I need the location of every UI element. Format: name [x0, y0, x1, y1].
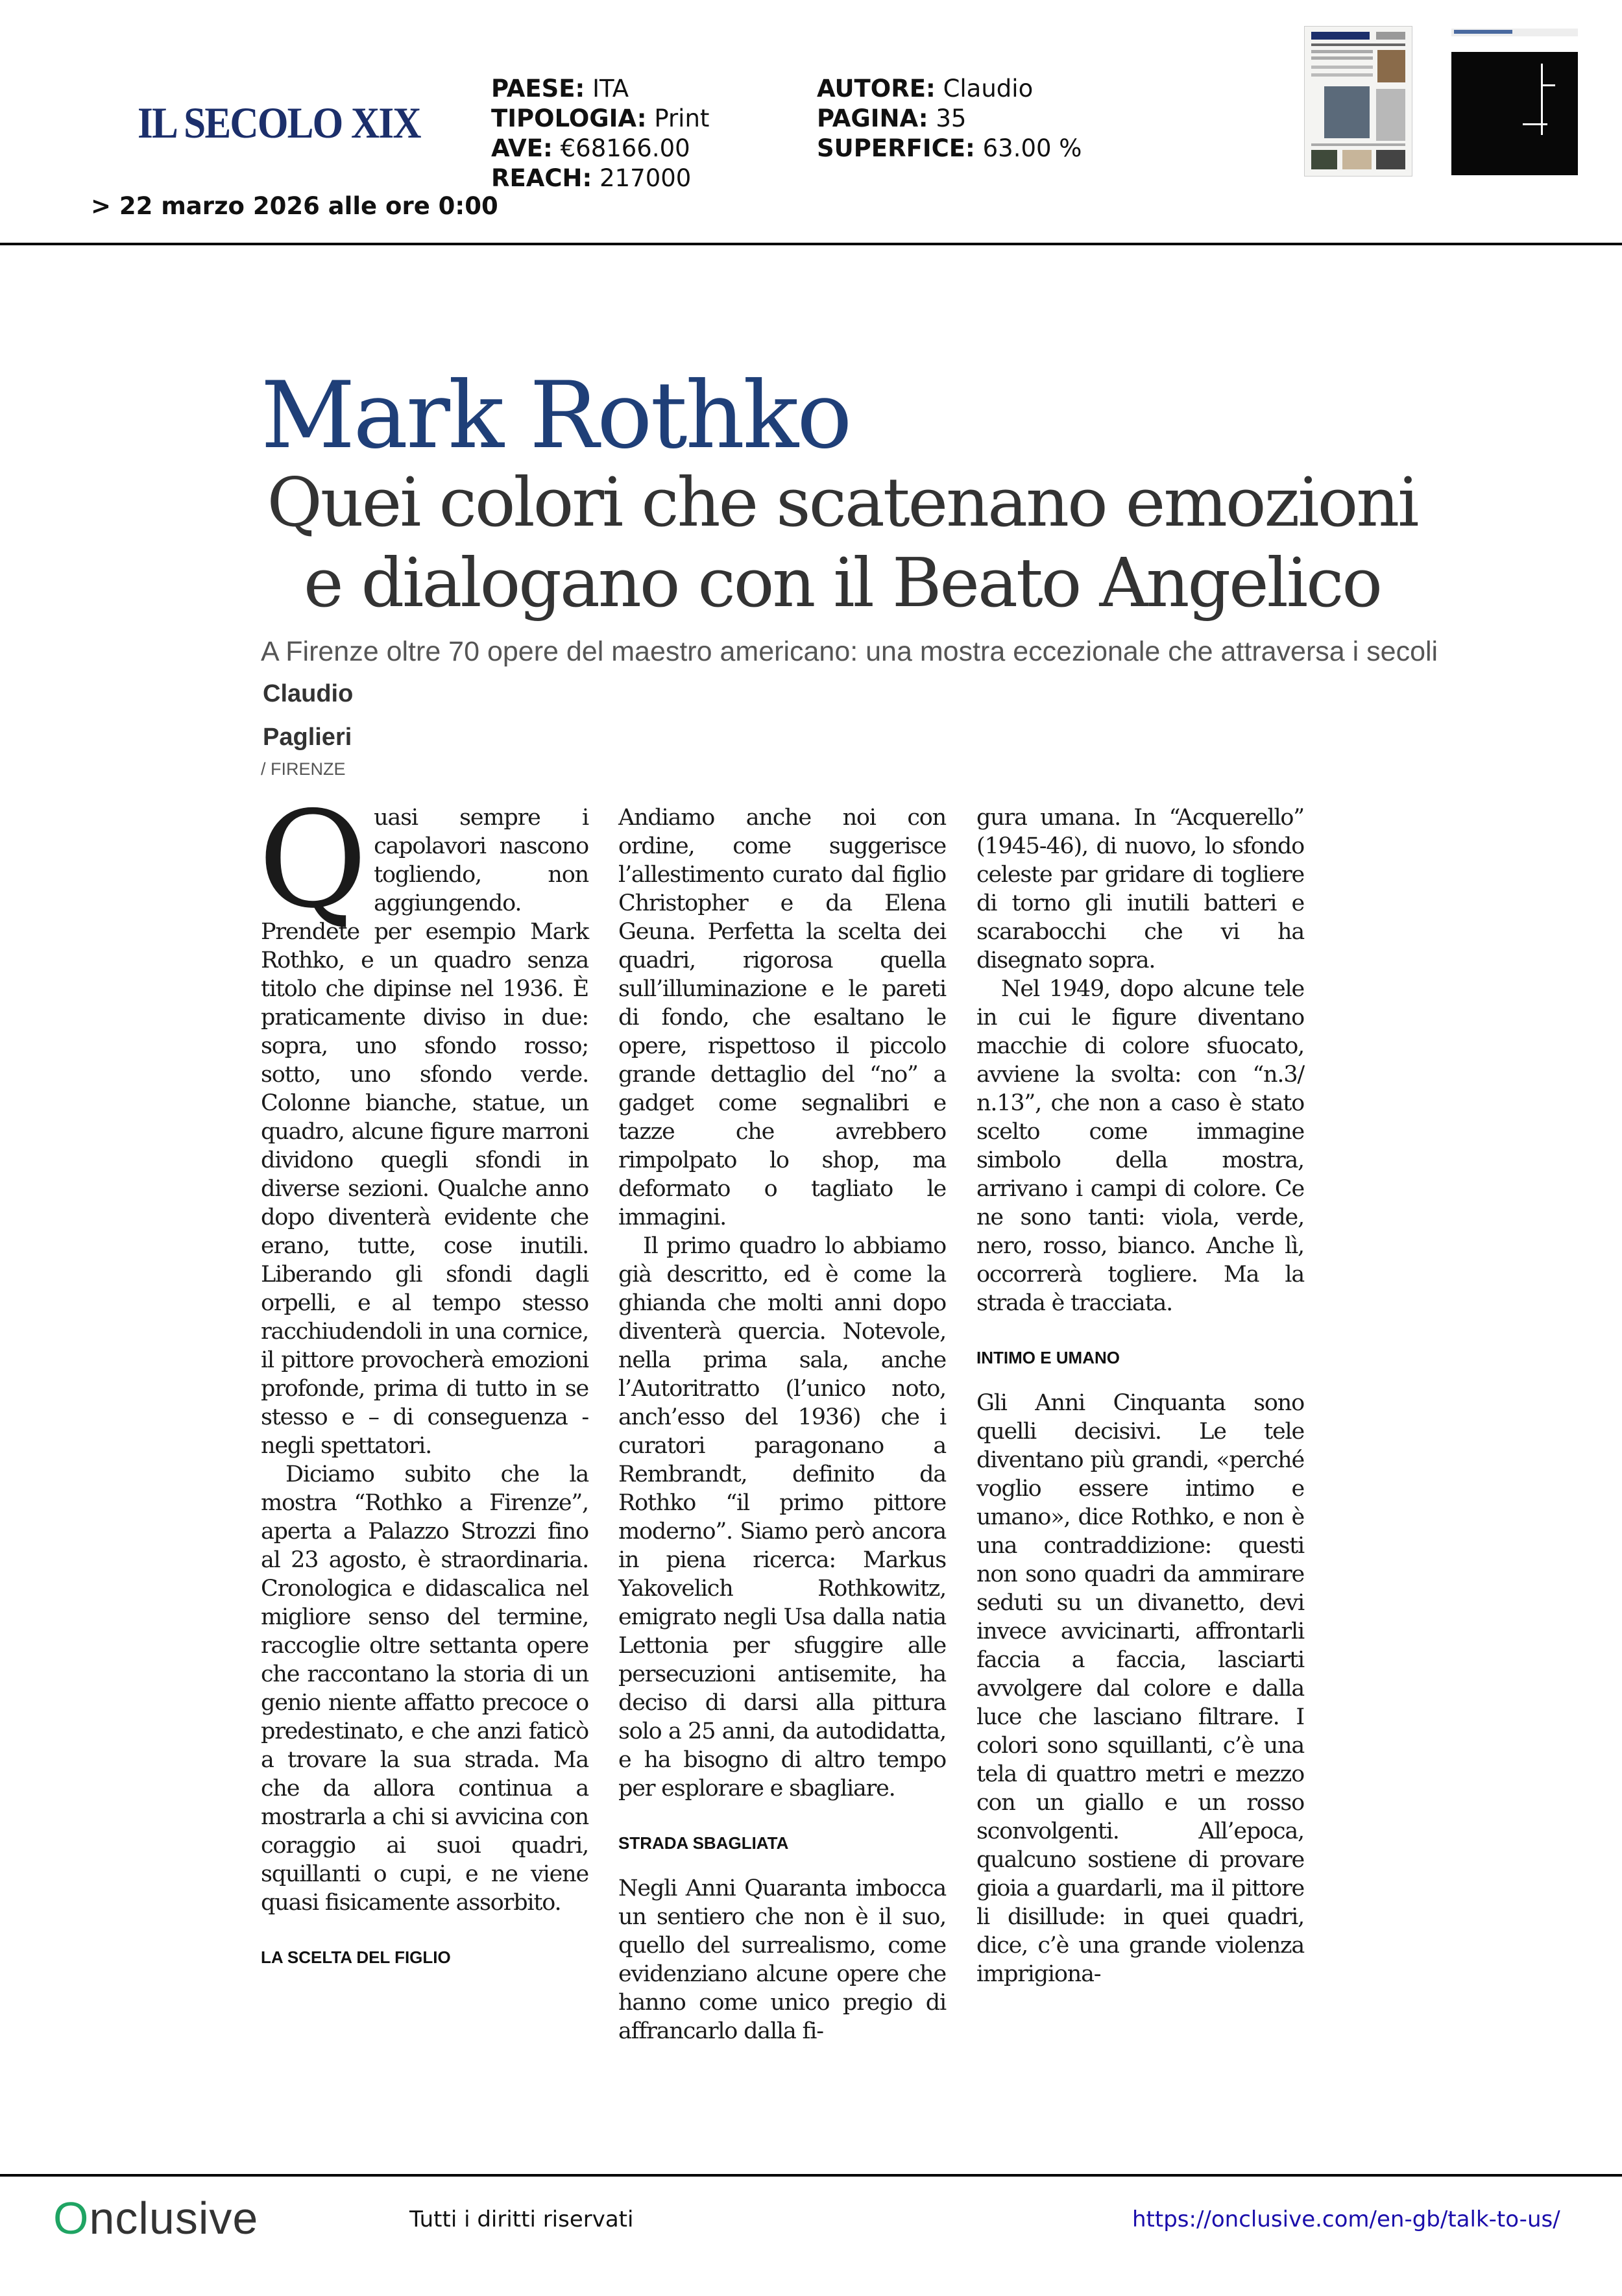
- meta-type: [491, 104, 709, 134]
- title-line-2: e dialogano con il Beato Angelico: [303, 543, 1381, 622]
- article-subtitle: A Firenze oltre 70 opere del maestro americano: una mostra eccezionale che attraversa i secoli: [261, 636, 1438, 667]
- author-last-name: Paglieri: [263, 724, 352, 751]
- meta-value: €68166.00: [560, 134, 690, 162]
- section-heading: STRADA SBAGLIATA: [618, 1833, 789, 1853]
- meta-label: TIPOLOGIA:: [491, 104, 647, 132]
- meta-value: 217000: [599, 164, 692, 192]
- page-thumbnail-icon: [1305, 27, 1412, 176]
- article-column-2: [618, 803, 946, 2044]
- paragraph: Il primo quadro lo abbiamo già descritto, ed è come la ghianda che molti anni dopo diventerà quercia. Notevole, nella prima sala, anche l’Autoritratto (l’unico noto, anch’esso del 1936) che i curatori paragonano a Rembrandt, definito da Rothko “il primo pittore moderno”. Siamo però ancora in piena ricerca: Markus Yakovelich Rothkowitz, emigrato negli Usa dalla natia Lettonia per sfuggire alle persecuzioni antisemite, ha deciso di darsi alla pittura solo a 25 anni, da autodidatta, e ha bisogno di altro tempo per esplorare e sbagliare.: [618, 1233, 946, 1801]
- paragraph: Gli Anni Cinquanta sono quelli decisivi. Le tele diventano più grandi, «perché voglio essere intimo e umano», dice Rothko, e non è una contraddizione: questi non sono quadri da ammirare seduti su un divanetto, devi invece avvicinarti, affrontarli faccia a faccia, lasciarti avvolgere dal colore e dalla luce che lasciano filtrare. I colori sono squillanti, c’è una tela di quattro metri e mezzo con un giallo e un rosso sconvolgenti. All’epoca, qualcuno sostiene di provare gioia a guardarli, ma il pittore li disillude: in quei quadri, dice, c’è una grande violenza imprigiona-: [976, 1390, 1304, 1987]
- article-kicker: Mark Rothko: [261, 362, 851, 469]
- meta-label: REACH:: [491, 164, 592, 192]
- author-first-name: Claudio: [263, 680, 354, 707]
- metadata-left: [491, 74, 709, 193]
- meta-value: Print: [654, 104, 710, 132]
- paragraph: Nel 1949, dopo alcune tele in cui le figure diventano macchie di colore sfuocato, avviene la svolta: con “n.3/ n.13”, che non a caso è stato scelto come immagine simbolo della mostra, arrivano i campi di colore. Ce ne sono tanti: viola, verde, nero, rosso, bianco. Anche lì, occorrerà togliere. Ma la strada è tracciata.: [976, 976, 1304, 1316]
- article-column-3: [976, 803, 1304, 1987]
- article-section-thumbnail[interactable]: [1451, 26, 1578, 178]
- logo-initial: O: [53, 2193, 90, 2243]
- meta-label: AUTORE:: [817, 75, 936, 103]
- meta-label: PAGINA:: [817, 104, 928, 132]
- drop-cap: Q: [258, 783, 368, 938]
- meta-reach: [491, 164, 709, 193]
- publication-date: > 22 marzo 2026 alle ore 0:00: [91, 192, 498, 220]
- meta-author: [817, 74, 1082, 104]
- paragraph: [258, 783, 588, 1460]
- meta-surface: [817, 134, 1082, 164]
- meta-value: ITA: [592, 75, 629, 103]
- footer-divider: [0, 2174, 1622, 2177]
- meta-country: [491, 74, 709, 104]
- meta-value: Claudio: [943, 75, 1034, 103]
- onclusive-logo: [53, 2192, 258, 2244]
- copyright-notice: Tutti i diritti riservati: [409, 2206, 634, 2232]
- paragraph: Andiamo anche noi con ordine, come suggerisce l’allestimento curato dal figlio Christopher e da Elena Geuna. Perfetta la scelta dei quadri, rigorosa quella sull’illuminazione e le pareti di fondo, che esaltano le opere, rispettoso il piccolo grande dettaglio del “no” a gadget come segnalibri e tazze che avrebbero rimpolpato lo shop, ma deformato o tagliato le immagini.: [618, 805, 946, 1230]
- meta-label: AVE:: [491, 134, 553, 162]
- newspaper-logo: IL SECOLO XIX: [138, 98, 420, 147]
- metadata-right: [817, 74, 1082, 164]
- article-title: [258, 462, 1426, 623]
- section-heading: INTIMO E UMANO: [976, 1348, 1120, 1367]
- meta-label: SUPERFICE:: [817, 134, 975, 162]
- paragraph: gura umana. In “Acquerello” (1945-46), di nuovo, lo sfondo celeste par gridare di togliere di torno gli inutili batteri e scarabocchi che vi ha disegnato sopra.: [976, 805, 1304, 973]
- article-dateline: / FIRENZE: [261, 759, 346, 779]
- newspaper-page-thumbnail[interactable]: [1304, 26, 1412, 177]
- section-thumbnail-icon: [1451, 26, 1578, 178]
- meta-page: [817, 104, 1082, 134]
- meta-ave: [491, 134, 709, 164]
- meta-label: PAESE:: [491, 75, 585, 103]
- meta-value: 63.00 %: [982, 134, 1082, 162]
- article-column-1: [258, 783, 588, 1972]
- paragraph: Diciamo subito che la mostra “Rothko a Firenze”, aperta a Palazzo Strozzi fino al 23 agosto, è straordinaria. Cronologica e didascalica nel migliore senso del termine, raccoglie oltre settanta opere che raccontano la storia di un genio niente affatto precoce o predestinato, e che anzi faticò a trovare la sua strada. Ma che da allora continua a mostrarla a chi si avvicina con coraggio ai suoi quadri, squillanti o cupi, e ne viene quasi fisicamente assorbito.: [261, 1461, 588, 1916]
- paragraph: Negli Anni Quaranta imbocca un sentiero che non è il suo, quello del surrealismo, come evidenziano alcune opere che hanno come unico pregio di affrancarlo dalla fi-: [618, 1875, 946, 2044]
- logo-rest: nclusive: [89, 2193, 259, 2243]
- contact-link[interactable]: https://onclusive.com/en-gb/talk-to-us/: [1132, 2206, 1560, 2232]
- paragraph-text: uasi sempre i capolavori nascono togliendo, non aggiungendo. Prendete per esempio Mark Rothko, e un quadro senza titolo che dipinse nel 1936. È praticamente diviso in due: sopra, uno sfondo rosso; sotto, uno sfondo verde. Colonne bianche, statue, un quadro, alcune figure marroni dividono quegli sfondi in diverse sezioni. Qualche anno dopo diventerà evidente che erano, tutte, cose inutili. Liberando gli sfondi dagli orpelli, e al tempo stesso racchiudendoli in una cornice, il pittore provocherà emozioni profonde, prima di tutto in se stesso e – di conseguenza - negli spettatori.: [261, 805, 588, 1459]
- title-line-1: Quei colori che scatenano emozioni: [267, 463, 1418, 542]
- section-heading: LA SCELTA DEL FIGLIO: [261, 1948, 451, 1967]
- meta-value: 35: [936, 104, 967, 132]
- header-divider: [0, 243, 1622, 245]
